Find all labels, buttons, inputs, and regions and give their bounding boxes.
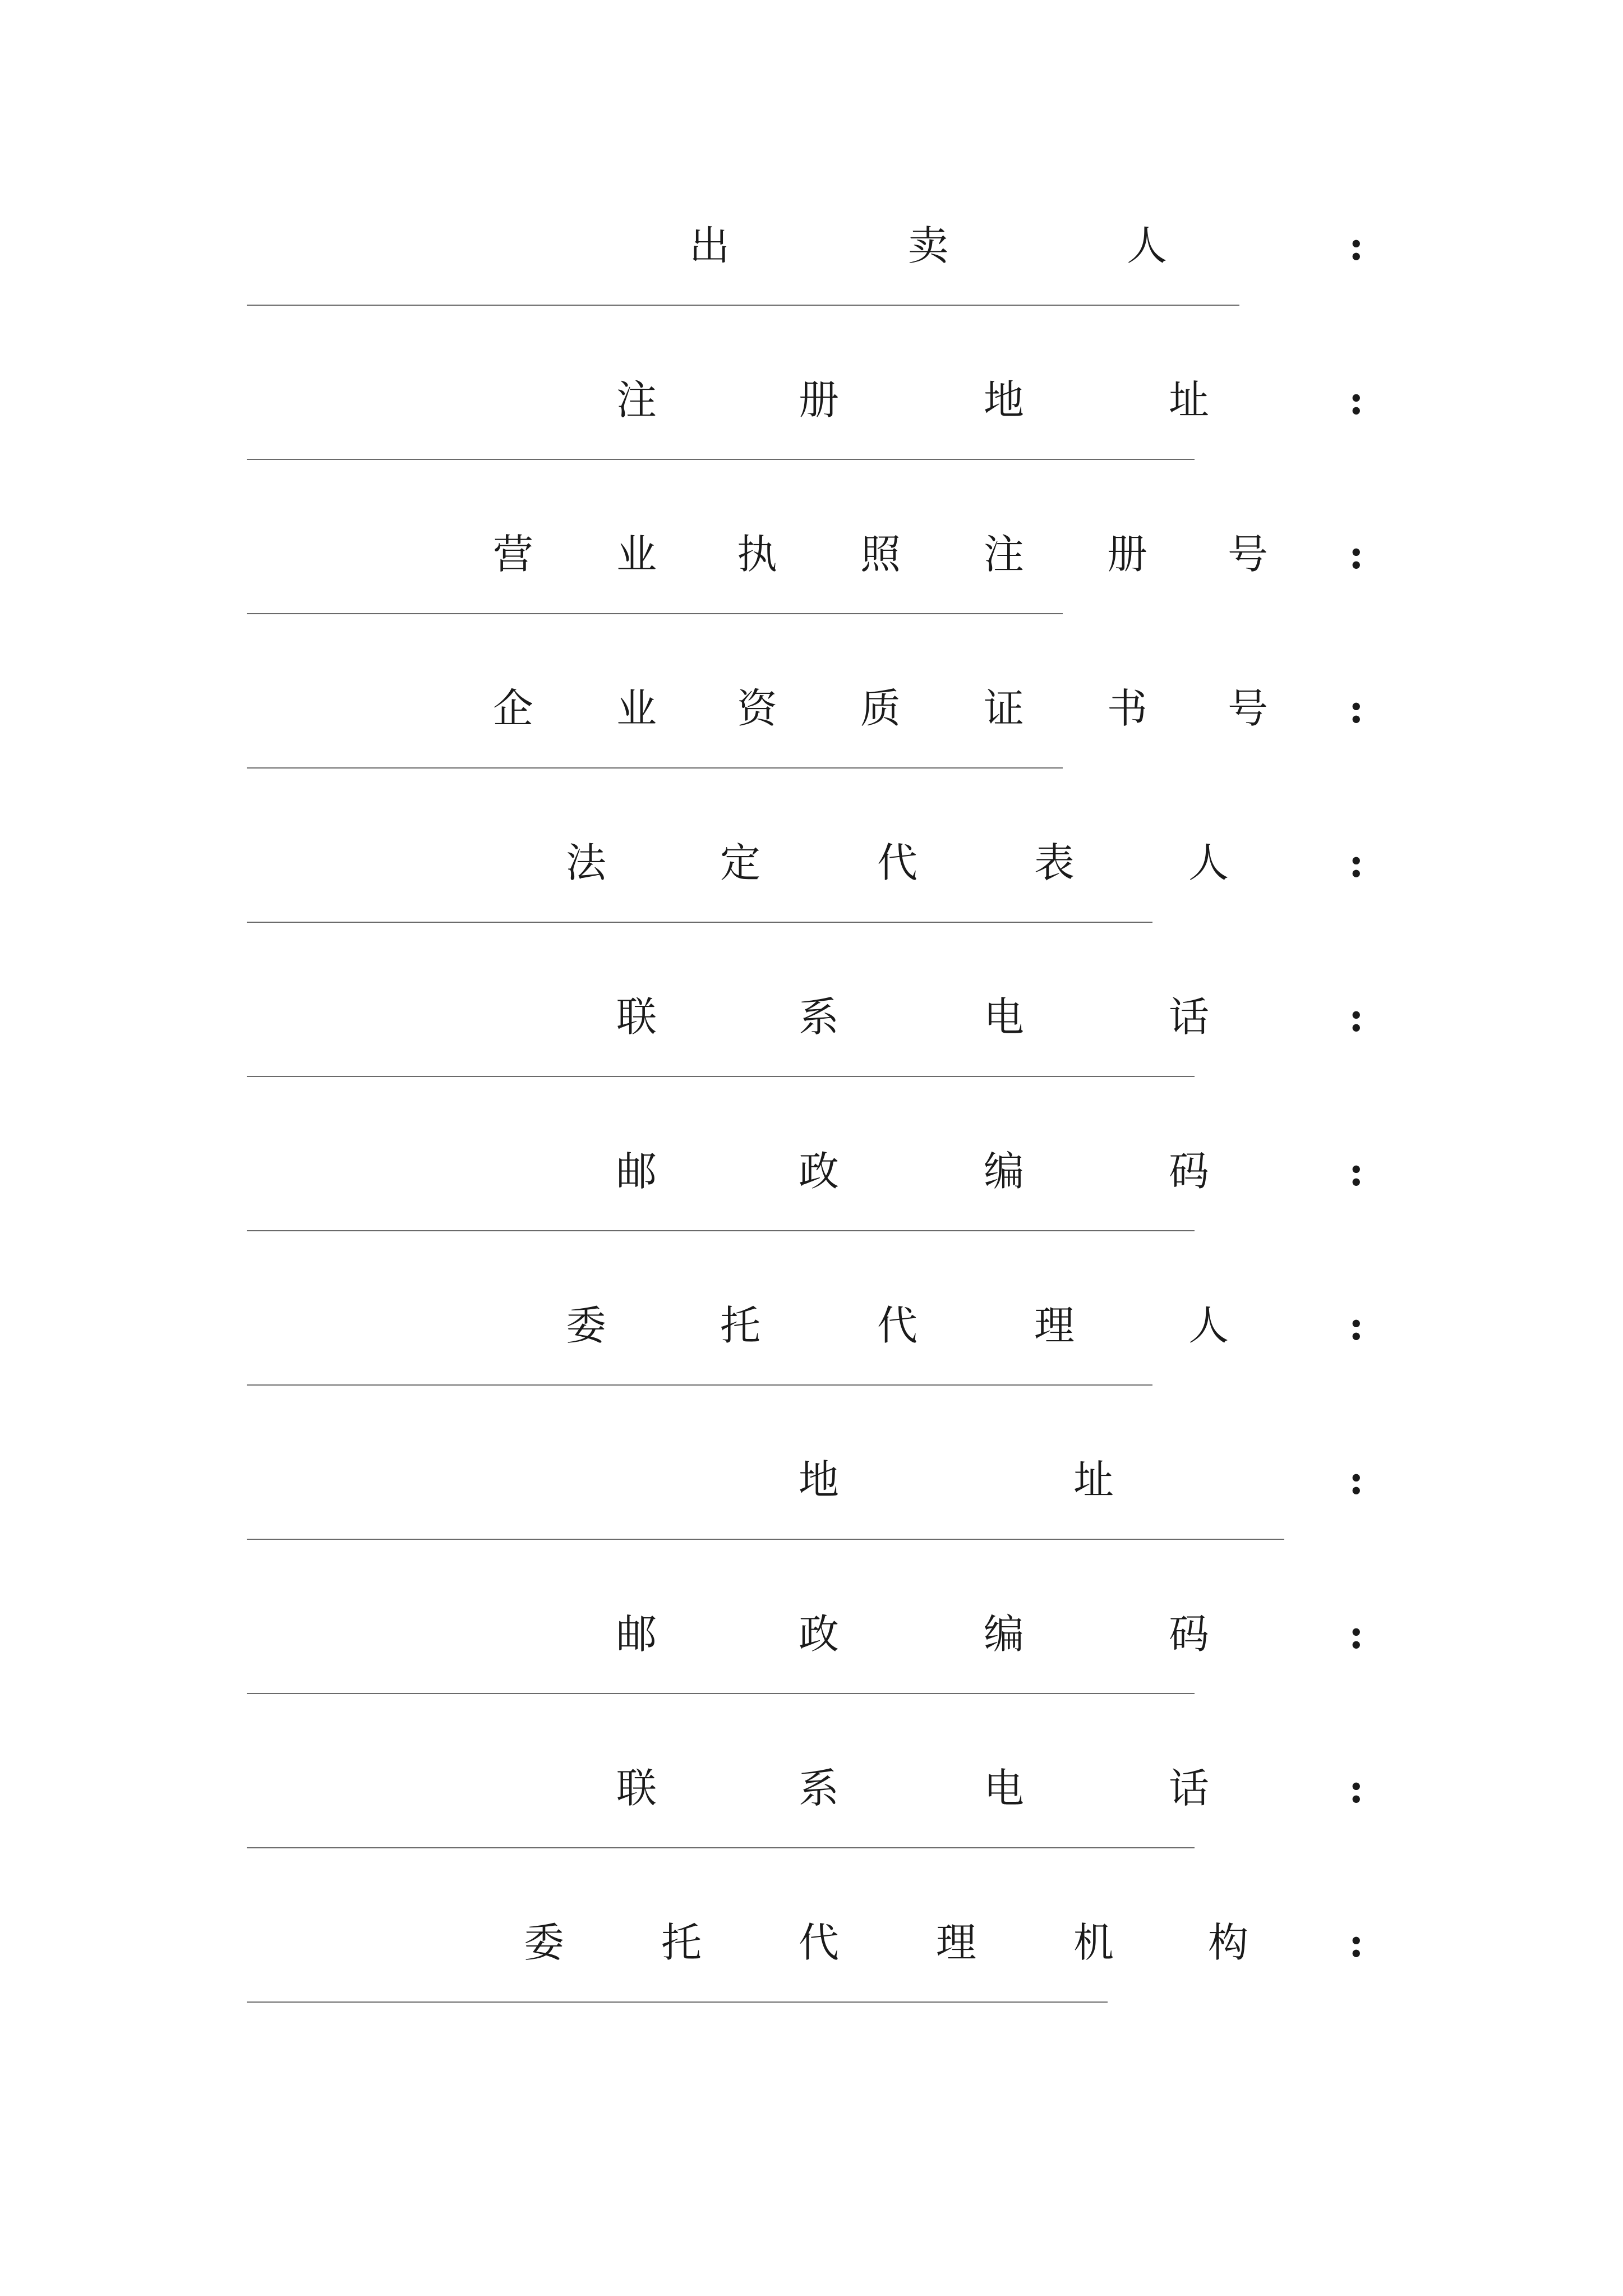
field-label-char: 码 xyxy=(1168,1611,1210,1658)
field-label-char: 执 xyxy=(736,531,778,578)
field-label-char: 人 xyxy=(1188,839,1229,886)
field-label-char: 邮 xyxy=(616,1611,657,1658)
field-label-char: 注 xyxy=(616,376,657,424)
field-label-char: 联 xyxy=(616,1765,657,1812)
field-label-char: 话 xyxy=(1168,993,1210,1041)
field-label-char: 代 xyxy=(798,1919,840,1966)
field-label-char: 号 xyxy=(1227,531,1269,578)
field-label-char: 定 xyxy=(720,839,761,886)
field-colon: : xyxy=(1349,1764,1364,1812)
field-colon: : xyxy=(1349,1456,1364,1503)
form-field-row xyxy=(0,1292,1623,1446)
form-field-row xyxy=(0,1600,1623,1755)
field-colon: : xyxy=(1349,1301,1364,1349)
field-label-char: 电 xyxy=(983,993,1025,1041)
field-label-char: 法 xyxy=(565,839,607,886)
field-label-char: 政 xyxy=(798,1611,840,1658)
field-label-char: 委 xyxy=(523,1919,565,1966)
form-field-row xyxy=(0,521,1623,675)
field-label-char: 人 xyxy=(1188,1302,1229,1349)
field-label-char: 质 xyxy=(860,685,901,732)
field-label-char: 理 xyxy=(935,1919,977,1966)
field-label-char: 址 xyxy=(1168,376,1210,424)
field-label-char: 政 xyxy=(798,1148,840,1195)
fill-in-line[interactable] xyxy=(247,767,1063,769)
field-label-char: 托 xyxy=(720,1302,761,1349)
field-label-char: 理 xyxy=(1034,1302,1075,1349)
form-field-row xyxy=(0,1755,1623,1909)
field-colon: : xyxy=(1349,376,1364,424)
field-label-char: 证 xyxy=(983,685,1025,732)
field-label-char: 码 xyxy=(1168,1148,1210,1195)
fill-in-line[interactable] xyxy=(247,1847,1195,1848)
field-colon: : xyxy=(1349,1147,1364,1195)
field-colon: : xyxy=(1349,684,1364,732)
field-label-char: 地 xyxy=(983,376,1025,424)
field-label-char: 册 xyxy=(798,376,840,424)
fill-in-line[interactable] xyxy=(247,613,1063,614)
field-colon: : xyxy=(1349,1918,1364,1966)
form-field-row xyxy=(0,675,1623,829)
field-label-char: 代 xyxy=(877,1302,918,1349)
fill-in-line[interactable] xyxy=(247,459,1195,460)
field-colon: : xyxy=(1349,222,1364,269)
field-label-char: 号 xyxy=(1227,685,1269,732)
fill-in-line[interactable] xyxy=(247,2001,1108,2003)
field-label-char: 书 xyxy=(1106,685,1148,732)
field-label-char: 机 xyxy=(1073,1919,1114,1966)
form-field-row xyxy=(0,983,1623,1138)
fill-in-line[interactable] xyxy=(247,1693,1195,1694)
field-label-char: 资 xyxy=(736,685,778,732)
field-label-char: 编 xyxy=(983,1148,1025,1195)
field-colon: : xyxy=(1349,839,1364,886)
field-label-char: 企 xyxy=(492,685,534,732)
field-label-char: 托 xyxy=(661,1919,702,1966)
field-label-char: 编 xyxy=(983,1611,1025,1658)
form-field-row xyxy=(0,829,1623,983)
fill-in-line[interactable] xyxy=(247,922,1152,923)
field-label-char: 照 xyxy=(860,531,901,578)
form-field-row xyxy=(0,212,1623,366)
field-label-char: 业 xyxy=(616,685,657,732)
field-label-char: 地 xyxy=(798,1456,840,1503)
field-colon: : xyxy=(1349,530,1364,578)
field-label-char: 代 xyxy=(877,839,918,886)
form-field-row xyxy=(0,1909,1623,2063)
field-label-char: 营 xyxy=(492,531,534,578)
fill-in-line[interactable] xyxy=(247,305,1239,306)
field-label-char: 人 xyxy=(1126,222,1168,269)
form-field-row xyxy=(0,366,1623,521)
field-colon: : xyxy=(1349,1610,1364,1658)
field-label-char: 表 xyxy=(1034,839,1075,886)
field-label-char: 电 xyxy=(983,1765,1025,1812)
field-label-char: 出 xyxy=(689,222,730,269)
fill-in-line[interactable] xyxy=(247,1384,1152,1386)
field-label-char: 册 xyxy=(1106,531,1148,578)
field-label-char: 邮 xyxy=(616,1148,657,1195)
field-label-char: 注 xyxy=(983,531,1025,578)
field-label-char: 卖 xyxy=(907,222,949,269)
field-label-char: 址 xyxy=(1073,1456,1114,1503)
fill-in-line[interactable] xyxy=(247,1230,1195,1231)
form-field-row xyxy=(0,1446,1623,1600)
field-label-char: 系 xyxy=(798,993,840,1041)
field-colon: : xyxy=(1349,993,1364,1041)
fill-in-line[interactable] xyxy=(247,1076,1195,1077)
field-label-char: 构 xyxy=(1207,1919,1249,1966)
form-field-row xyxy=(0,1138,1623,1292)
field-label-char: 业 xyxy=(616,531,657,578)
field-label-char: 联 xyxy=(616,993,657,1041)
fill-in-line[interactable] xyxy=(247,1539,1284,1540)
field-label-char: 系 xyxy=(798,1765,840,1812)
field-label-char: 话 xyxy=(1168,1765,1210,1812)
field-label-char: 委 xyxy=(565,1302,607,1349)
